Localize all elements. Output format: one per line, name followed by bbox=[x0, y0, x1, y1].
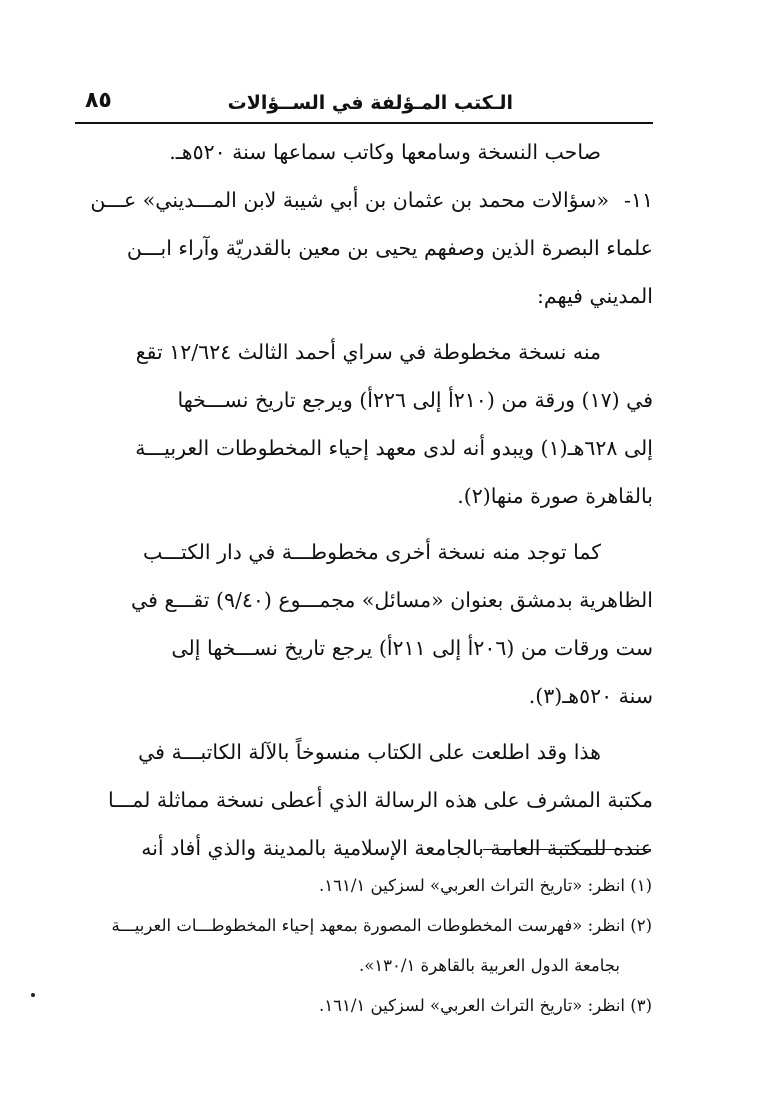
footnote-divider bbox=[483, 849, 651, 850]
text-line: سنة ٥٢٠هـ(٣). bbox=[528, 684, 653, 708]
text-line: ست ورقات من (٢٠٦أ إلى ٢١١أ) يرجع تاريخ نســـخها إلى bbox=[171, 636, 653, 660]
text-line: في (١٧) ورقة من (٢١٠أ إلى ٢٢٦أ) ويرجع تاريخ نســـخها bbox=[177, 388, 653, 412]
item-11-heading bbox=[75, 176, 653, 224]
text-line: عنده للمكتبة العامة بالجامعة الإسلامية بالمدينة والذي أفاد أنه bbox=[141, 836, 653, 860]
text-line: إلى ٦٢٨هـ(١) ويبدو أنه لدى معهد إحياء المخطوطات العربيـــة bbox=[135, 436, 653, 460]
text-line: بالقاهرة صورة منها(٢). bbox=[457, 484, 653, 508]
footnote-2: (٢) انظر: «فهرست المخطوطات المصورة بمعهد إحياء المخطوطـــات العربيـــة bbox=[111, 916, 652, 935]
text-line: المديني فيهم: bbox=[536, 284, 653, 308]
text-line: هذا وقد اطلعت على الكتاب منسوخاً بالآلة الكاتبـــة في bbox=[138, 740, 601, 764]
text-line: «سؤالات محمد بن عثمان بن أبي شيبة لابن المـــديني» عـــن bbox=[90, 188, 609, 212]
text-line: الظاهرية بدمشق بعنوان «مسائل» مجمـــوع (٩/٤٠) تقـــع في bbox=[131, 588, 653, 612]
margin-mark bbox=[31, 993, 35, 997]
text-line: كما توجد منه نسخة أخرى مخطوطـــة في دار الكتـــب bbox=[143, 540, 601, 564]
footnote-2-continuation: بجامعة الدول العربية بالقاهرة ١٣٠/١». bbox=[358, 956, 620, 975]
footnote-1: (١) انظر: «تاريخ التراث العربي» لسزكين ١٦١/١. bbox=[319, 876, 652, 895]
text-line: صاحب النسخة وسامعها وكاتب سماعها سنة ٥٢٠هـ. bbox=[169, 140, 601, 164]
text-line: منه نسخة مخطوطة في سراي أحمد الثالث ١٢/٦٢٤ تقع bbox=[135, 340, 601, 364]
footnotes bbox=[80, 866, 652, 1026]
text-line: علماء البصرة الذين وصفهم يحيى بن معين بالقدريّة وآراء ابـــن bbox=[126, 236, 653, 260]
page-header bbox=[75, 82, 653, 124]
footnote-3: (٣) انظر: «تاريخ التراث العربي» لسزكين ١٦١/١. bbox=[319, 996, 652, 1015]
main-text bbox=[75, 128, 653, 872]
item-number: ١١- bbox=[624, 188, 653, 212]
page-number: ٨٥ bbox=[85, 88, 112, 113]
text-line: مكتبة المشرف على هذه الرسالة الذي أعطى نسخة مماثلة لمـــا bbox=[107, 788, 653, 812]
running-title: الـكتب المـؤلفة في الســؤالات bbox=[227, 92, 513, 114]
